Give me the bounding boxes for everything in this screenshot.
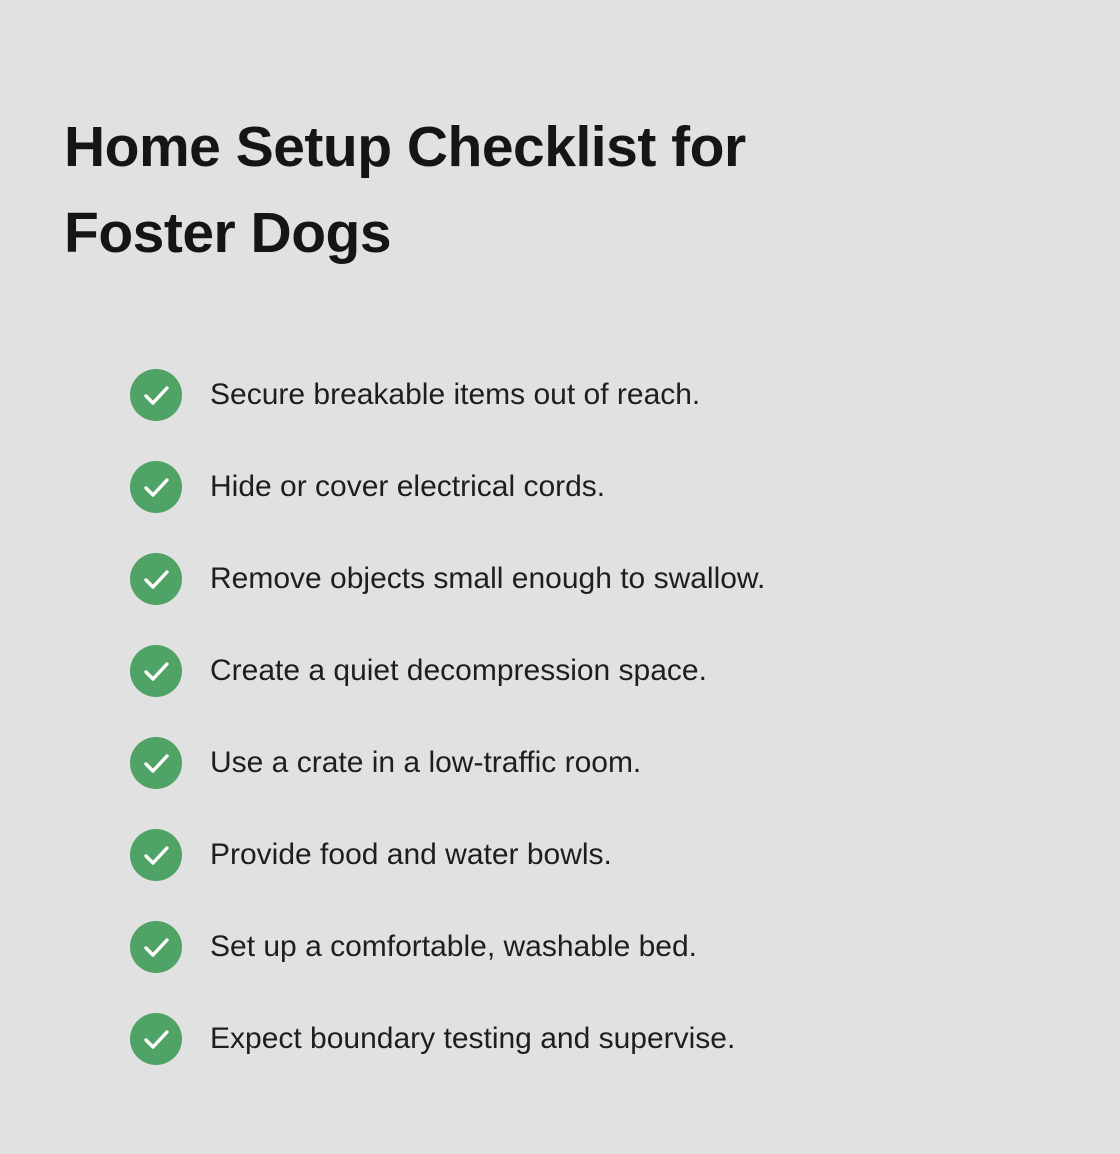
checklist-item-label: Secure breakable items out of reach. [210,378,701,411]
check-icon [130,369,182,421]
checklist-item [130,461,765,513]
check-icon [130,1013,182,1065]
checklist-item [130,369,765,421]
page-title: Home Setup Checklist for Foster Dogs [64,115,746,265]
checklist-item [130,553,765,605]
checklist-item-label: Use a crate in a low-traffic room. [210,746,642,779]
checklist-item-label: Set up a comfortable, washable bed. [210,930,697,963]
checklist-item-label: Hide or cover electrical cords. [210,470,606,503]
check-icon [130,553,182,605]
checklist-item-label: Expect boundary testing and supervise. [210,1022,736,1055]
checklist-item [130,1013,765,1065]
checklist-item-label: Provide food and water bowls. [210,838,612,871]
check-icon [130,461,182,513]
checklist-item [130,645,765,697]
checklist-item [130,737,765,789]
checklist-item-label: Remove objects small enough to swallow. [210,562,766,595]
check-icon [130,921,182,973]
check-icon [130,645,182,697]
check-icon [130,829,182,881]
checklist-item-label: Create a quiet decompression space. [210,654,707,687]
check-icon [130,737,182,789]
checklist-item [130,829,765,881]
checklist-item [130,921,765,973]
checklist [130,369,765,1105]
